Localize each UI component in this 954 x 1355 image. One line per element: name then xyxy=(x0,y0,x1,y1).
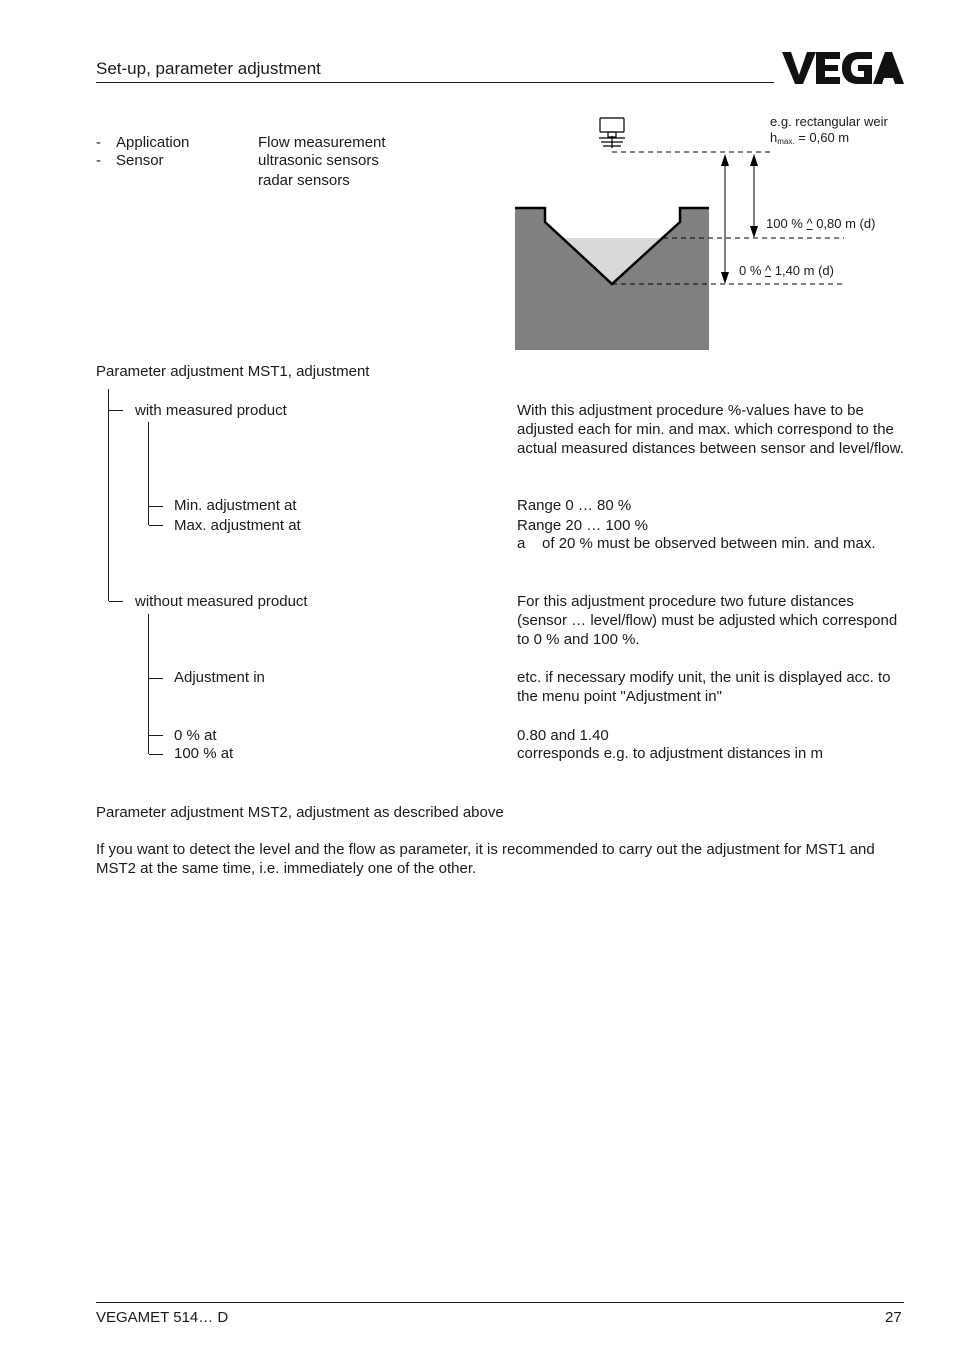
section-title-mst1: Parameter adjustment MST1, adjustment xyxy=(96,363,370,380)
tree-sub-trunk xyxy=(148,422,149,525)
max-adjustment-note: a of 20 % must be observed between min. and max. xyxy=(517,535,876,552)
hundred-percent-label: 100 % at xyxy=(174,745,234,762)
intro-value-application: Flow measurement xyxy=(258,134,386,151)
without-measured-product-desc: For this adjustment procedure two future distances (sensor … level/flow) must be adjusted which correspond to 0 % and 100 %. xyxy=(517,593,898,648)
intro-label-sensor: Sensor xyxy=(116,152,164,169)
tree-trunk xyxy=(108,389,109,601)
adjustment-in-desc: etc. if necessary modify unit, the unit is displayed acc. to the menu point "Adjustment in" xyxy=(517,669,891,705)
intro-bullet: - xyxy=(96,152,101,169)
section-title-mst2: Parameter adjustment MST2, adjustment as described above xyxy=(96,804,504,821)
tree-branch xyxy=(109,601,123,602)
header-rule xyxy=(96,82,774,83)
intro-value-sensor: ultrasonic sensors xyxy=(258,152,379,169)
zero-percent-label: 0 % at xyxy=(174,727,217,744)
tree-branch xyxy=(149,506,163,507)
tree-branch xyxy=(149,735,163,736)
with-measured-product-label: with measured product xyxy=(135,402,287,419)
min-adjustment-desc: Range 0 … 80 % xyxy=(517,497,632,514)
vega-logo xyxy=(782,50,904,86)
weir-hmax: $h_{max.} = 0,60$ m xyxy=(770,130,850,146)
tree-branch xyxy=(149,525,163,526)
weir-note: e.g. rectangular weir xyxy=(770,114,888,129)
without-measured-product-label: without measured product xyxy=(135,593,308,610)
min-adjustment-label: Min. adjustment at xyxy=(174,497,297,514)
footer-product: VEGAMET 514… D xyxy=(96,1309,229,1326)
tree-branch xyxy=(109,410,123,411)
page-number: 27 xyxy=(885,1309,902,1326)
page-section-title: Set-up, parameter adjustment xyxy=(96,59,321,78)
zero-percent-desc: 0.80 and 1.40 xyxy=(517,727,609,744)
with-measured-product-desc: With this adjustment procedure %-values have to be adjusted each for min. and max. which correspond to the actual measured distances between sensor and level/flow. xyxy=(517,402,904,457)
intro-label-application: Application xyxy=(116,134,190,151)
max-adjustment-label: Max. adjustment at xyxy=(174,517,301,534)
footer-rule xyxy=(96,1302,904,1303)
tree-branch xyxy=(149,754,163,755)
recommendation-paragraph: If you want to detect the level and the flow as parameter, it is recommended to carry out the adjustment for MST1 and MST2 at the same time, i.e. immediately one of the other. xyxy=(96,841,875,877)
label-0-percent: 0 % ^ 1,40 m (d) xyxy=(739,263,834,278)
tree-sub-trunk xyxy=(148,614,149,754)
weir-diagram xyxy=(512,110,954,355)
max-adjustment-desc: Range 20 … 100 % xyxy=(517,517,648,534)
intro-bullet: - xyxy=(96,134,101,151)
adjustment-in-label: Adjustment in xyxy=(174,669,265,686)
tree-branch xyxy=(149,678,163,679)
sensor-icon xyxy=(599,118,625,148)
hundred-percent-desc: corresponds e.g. to adjustment distances in m xyxy=(517,745,823,762)
intro-value-sensor-2: radar sensors xyxy=(258,172,350,189)
label-100-percent: 100 % ^ 0,80 m (d) xyxy=(766,216,876,231)
